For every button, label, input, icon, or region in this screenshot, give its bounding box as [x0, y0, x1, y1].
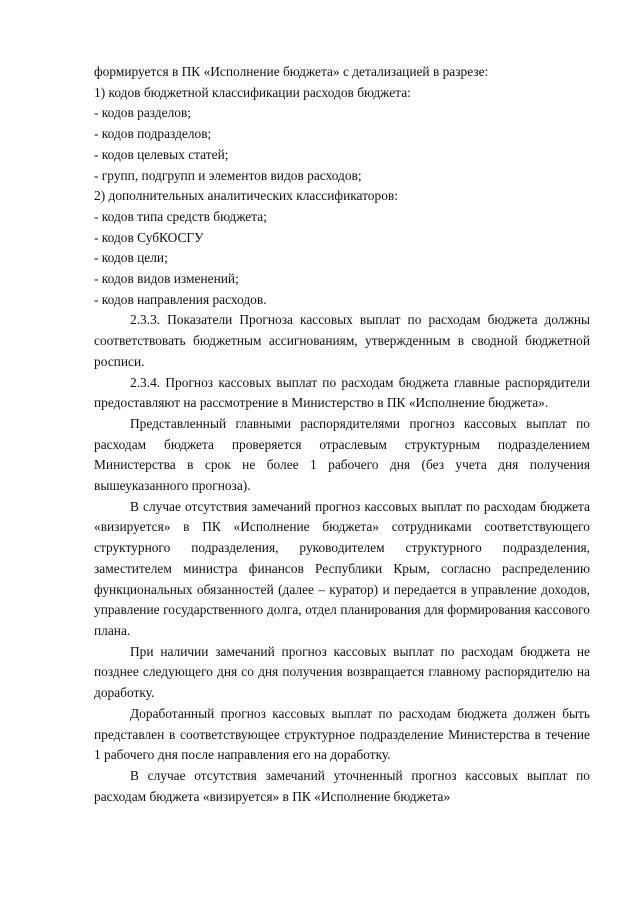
list-item-goal-codes: - кодов цели;: [94, 250, 168, 266]
intro-line: формируется в ПК «Исполнение бюджета» с детализацией в разрезе:: [94, 64, 489, 79]
paragraph-no-remarks: В случае отсутствия замечаний прогноз кассовых выплат по расходам бюджета «визируется» в ПК «Исполнение бюджета» сотрудниками соответствующего структурного подразделения, руководителем структурного подразделения, заместителем министра финансов Республики Крым, согласно распределению функциональных обязанностей (далее – куратор) и передается в управление доходов, управление государственного долга, отдел планирования для формирования кассового плана.: [94, 498, 590, 638]
list-1-heading: 1) кодов бюджетной классификации расходов бюджета:: [94, 84, 411, 100]
paragraph-refined-forecast: В случае отсутствия замечаний уточненный прогноз кассовых выплат по расходам бюджета «визируется» в ПК «Исполнение бюджета»: [94, 767, 590, 804]
document-body: [94, 62, 590, 807]
list-item-target-article-codes: - кодов целевых статей;: [94, 146, 229, 162]
paragraph-reworked-forecast: Доработанный прогноз кассовых выплат по расходам бюджета должен быть представлен в соответствующее структурное подразделение Министерства в течение 1 рабочего дня после направления его на доработку.: [94, 705, 590, 763]
list-item-subsection-codes: - кодов подразделов;: [94, 126, 212, 142]
list-item-change-type-codes: - кодов видов изменений;: [94, 271, 239, 287]
list-item-subkosgu-codes: - кодов СубКОСГУ: [94, 229, 204, 245]
list-item-expense-groups: - групп, подгрупп и элементов видов расходов;: [94, 167, 362, 183]
list-2-heading: 2) дополнительных аналитических классификаторов:: [94, 188, 398, 204]
list-item-expense-direction-codes: - кодов направления расходов.: [94, 291, 267, 307]
paragraph-2-3-3: 2.3.3. Показатели Прогноза кассовых выплат по расходам бюджета должны соответствовать бюджетным ассигнованиям, утвержденным в сводной бюджетной росписи.: [94, 312, 590, 369]
paragraph-forecast-checked: Представленный главными распорядителями прогноз кассовых выплат по расходам бюджета проверяется отраслевым структурным подразделением Министерства в срок не более 1 рабочего дня (без учета дня получения вышеуказанного прогноза).: [94, 415, 590, 494]
list-item-fund-type-codes: - кодов типа средств бюджета;: [94, 208, 267, 224]
list-item-section-codes: - кодов разделов;: [94, 105, 191, 121]
paragraph-with-remarks: При наличии замечаний прогноз кассовых выплат по расходам бюджета не позднее следующего дня со дня получения возвращается главному распорядителю на доработку.: [94, 643, 590, 701]
paragraph-2-3-4: 2.3.4. Прогноз кассовых выплат по расходам бюджета главные распорядители предоставляют на рассмотрение в Министерство в ПК «Исполнение бюджета».: [94, 374, 590, 411]
